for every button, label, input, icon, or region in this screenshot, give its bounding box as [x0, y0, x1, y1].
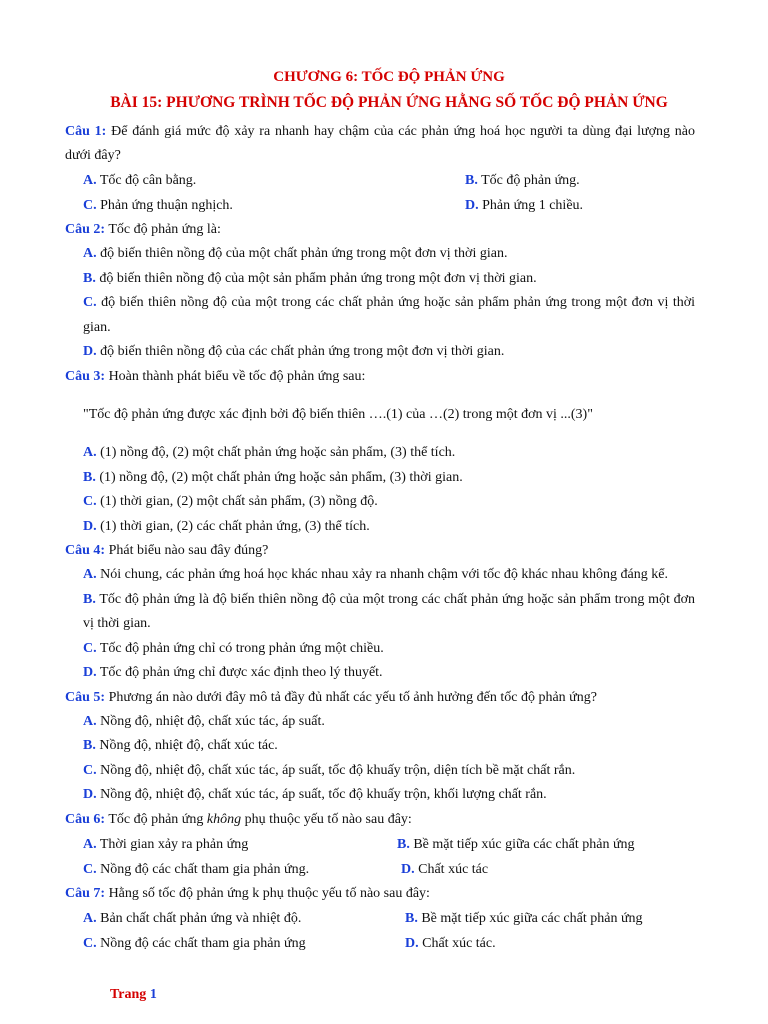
options-row — [83, 193, 695, 218]
option-text: Phản ứng 1 chiều. — [482, 198, 584, 213]
question-label: Câu 5: — [65, 689, 106, 705]
option-label: D. — [83, 518, 97, 534]
option-label: A. — [83, 836, 97, 852]
option-label: A. — [83, 910, 97, 926]
question-text-before: Tốc độ phản ứng — [108, 811, 207, 827]
option-text: độ biến thiên nồng độ của một trong các chất phản ứng hoặc sản phẩm phản ứng trong một đơn vị thời gian. — [83, 295, 695, 335]
option-text: Nói chung, các phản ứng hoá học khác nhau xảy ra nhanh chậm với tốc độ khác nhau không đáng kể. — [100, 567, 668, 582]
question-text: Tốc độ phản ứng là: — [108, 222, 221, 237]
question-text: Hoàn thành phát biểu về tốc độ phản ứng sau: — [108, 368, 366, 384]
option-label: A. — [83, 173, 97, 188]
question-text: Hằng số tốc độ phản ứng k phụ thuộc yếu tố nào sau đây: — [108, 885, 430, 901]
option-text: Nồng độ, nhiệt độ, chất xúc tác, áp suất, tốc độ khuấy trộn, diện tích bề mặt chất rắn. — [100, 762, 576, 778]
option-text: (1) thời gian, (2) các chất phản ứng, (3) thể tích. — [100, 518, 370, 534]
option-text: Tốc độ phản ứng chỉ có trong phản ứng một chiều. — [99, 640, 384, 656]
option-label: B. — [405, 910, 418, 926]
option-text: Chất xúc tác. — [422, 935, 496, 951]
option-text: Bề mặt tiếp xúc giữa các chất phản ứng — [413, 836, 635, 852]
option-text: độ biến thiên nồng độ của các chất phản ứng trong một đơn vị thời gian. — [100, 344, 505, 359]
question-text-italic: không — [206, 811, 242, 827]
option-label: C. — [83, 640, 97, 656]
option-text: (1) nồng độ, (2) một chất phản ứng hoặc sản phẩm, (3) thời gian. — [99, 469, 463, 485]
option-label: C. — [83, 762, 97, 778]
option-text: (1) nồng độ, (2) một chất phản ứng hoặc sản phẩm, (3) thể tích. — [100, 445, 456, 460]
option-text: Tốc độ cân bằng. — [99, 173, 197, 188]
page-footer — [110, 987, 157, 1003]
question-3 — [65, 365, 695, 540]
question-label: Câu 6: — [65, 811, 106, 827]
option-label: D. — [83, 344, 97, 359]
question-4 — [65, 539, 695, 686]
option-label: A. — [83, 567, 97, 582]
option-text: Chất xúc tác — [418, 861, 489, 877]
option-text: độ biến thiên nồng độ của một sản phẩm phản ứng trong một đơn vị thời gian. — [99, 270, 537, 286]
question-2 — [65, 218, 695, 365]
question-5 — [65, 686, 695, 808]
question-label: Câu 7: — [65, 885, 106, 901]
option-label: B. — [83, 270, 96, 286]
option-text: Tốc độ phản ứng chỉ được xác định theo lý thuyết. — [99, 665, 383, 680]
option-label: D. — [405, 935, 419, 951]
option-text: Nồng độ, nhiệt độ, chất xúc tác. — [99, 738, 278, 753]
option-text: Bản chất chất phản ứng và nhiệt độ. — [100, 910, 302, 926]
option-text: Nồng độ, nhiệt độ, chất xúc tác, áp suất. — [100, 713, 325, 729]
option-label: D. — [83, 787, 97, 802]
option-label: B. — [83, 738, 96, 753]
option-label: D. — [83, 665, 97, 680]
option-label: C. — [83, 295, 97, 310]
options-row — [83, 832, 695, 857]
option-label: C. — [83, 198, 97, 213]
option-label: B. — [397, 836, 410, 852]
question-6 — [65, 808, 695, 882]
option-label: A. — [83, 445, 97, 460]
option-label: C. — [83, 494, 97, 509]
options-row — [83, 168, 695, 193]
question-label: Câu 1: — [65, 124, 107, 139]
option-label: A. — [83, 713, 97, 729]
question-1 — [65, 120, 695, 218]
option-label: C. — [83, 935, 97, 951]
option-text: Nồng độ, nhiệt độ, chất xúc tác, áp suất, tốc độ khuấy trộn, khối lượng chất rắn. — [100, 787, 547, 802]
question-text: Để đánh giá mức độ xảy ra nhanh hay chậm của các phản ứng hoá học người ta dùng đại lượng nào dưới đây? — [65, 124, 696, 163]
option-text: độ biến thiên nồng độ của một chất phản ứng trong một đơn vị thời gian. — [100, 246, 508, 261]
question-label: Câu 4: — [65, 543, 106, 558]
option-label: C. — [83, 861, 97, 877]
question-label: Câu 2: — [65, 222, 106, 237]
options-row — [83, 906, 695, 931]
question-7 — [65, 882, 695, 956]
option-text: Tốc độ phản ứng. — [481, 173, 580, 188]
option-text: Bề mặt tiếp xúc giữa các chất phản ứng — [421, 910, 643, 926]
option-text: (1) thời gian, (2) một chất sản phẩm, (3) nồng độ. — [100, 494, 378, 509]
option-text: Thời gian xảy ra phản ứng — [99, 836, 249, 852]
option-label: A. — [83, 246, 97, 261]
options-row — [83, 931, 695, 956]
option-label: B. — [83, 591, 96, 607]
lesson-title: BÀI 15: PHƯƠNG TRÌNH TỐC ĐỘ PHẢN ỨNG HẰNG SỐ TỐC ĐỘ PHẢN ỨNG — [110, 94, 668, 111]
question-quote: "Tốc độ phản ứng được xác định bởi độ biến thiên ….(1) của …(2) trong một đơn vị ...(3)" — [83, 406, 593, 422]
question-label: Câu 3: — [65, 368, 106, 384]
option-label: D. — [401, 861, 415, 877]
question-text-after: phụ thuộc yếu tố nào sau đây: — [241, 811, 412, 827]
option-label: B. — [83, 469, 96, 485]
option-text: Phản ứng thuận nghịch. — [100, 198, 233, 213]
option-text: Nồng độ các chất tham gia phản ứng. — [100, 861, 310, 877]
page-number: 1 — [149, 987, 157, 1002]
chapter-title: CHƯƠNG 6: TỐC ĐỘ PHẢN ỨNG — [273, 69, 505, 85]
option-label: D. — [465, 198, 479, 213]
footer-label: Trang — [110, 987, 147, 1002]
question-text: Phương án nào dưới đây mô tả đầy đủ nhất các yếu tố ảnh hưởng đến tốc độ phản ứng? — [108, 689, 597, 705]
option-text: Tốc độ phản ứng là độ biến thiên nồng độ của một trong các chất phản ứng hoặc sản phẩm trong một đơn vị thời gian. — [83, 591, 695, 631]
option-label: B. — [465, 173, 478, 188]
question-list — [65, 120, 695, 956]
options-row — [83, 857, 695, 882]
question-text: Phát biểu nào sau đây đúng? — [108, 543, 269, 558]
option-text: Nồng độ các chất tham gia phản ứng — [100, 935, 306, 951]
